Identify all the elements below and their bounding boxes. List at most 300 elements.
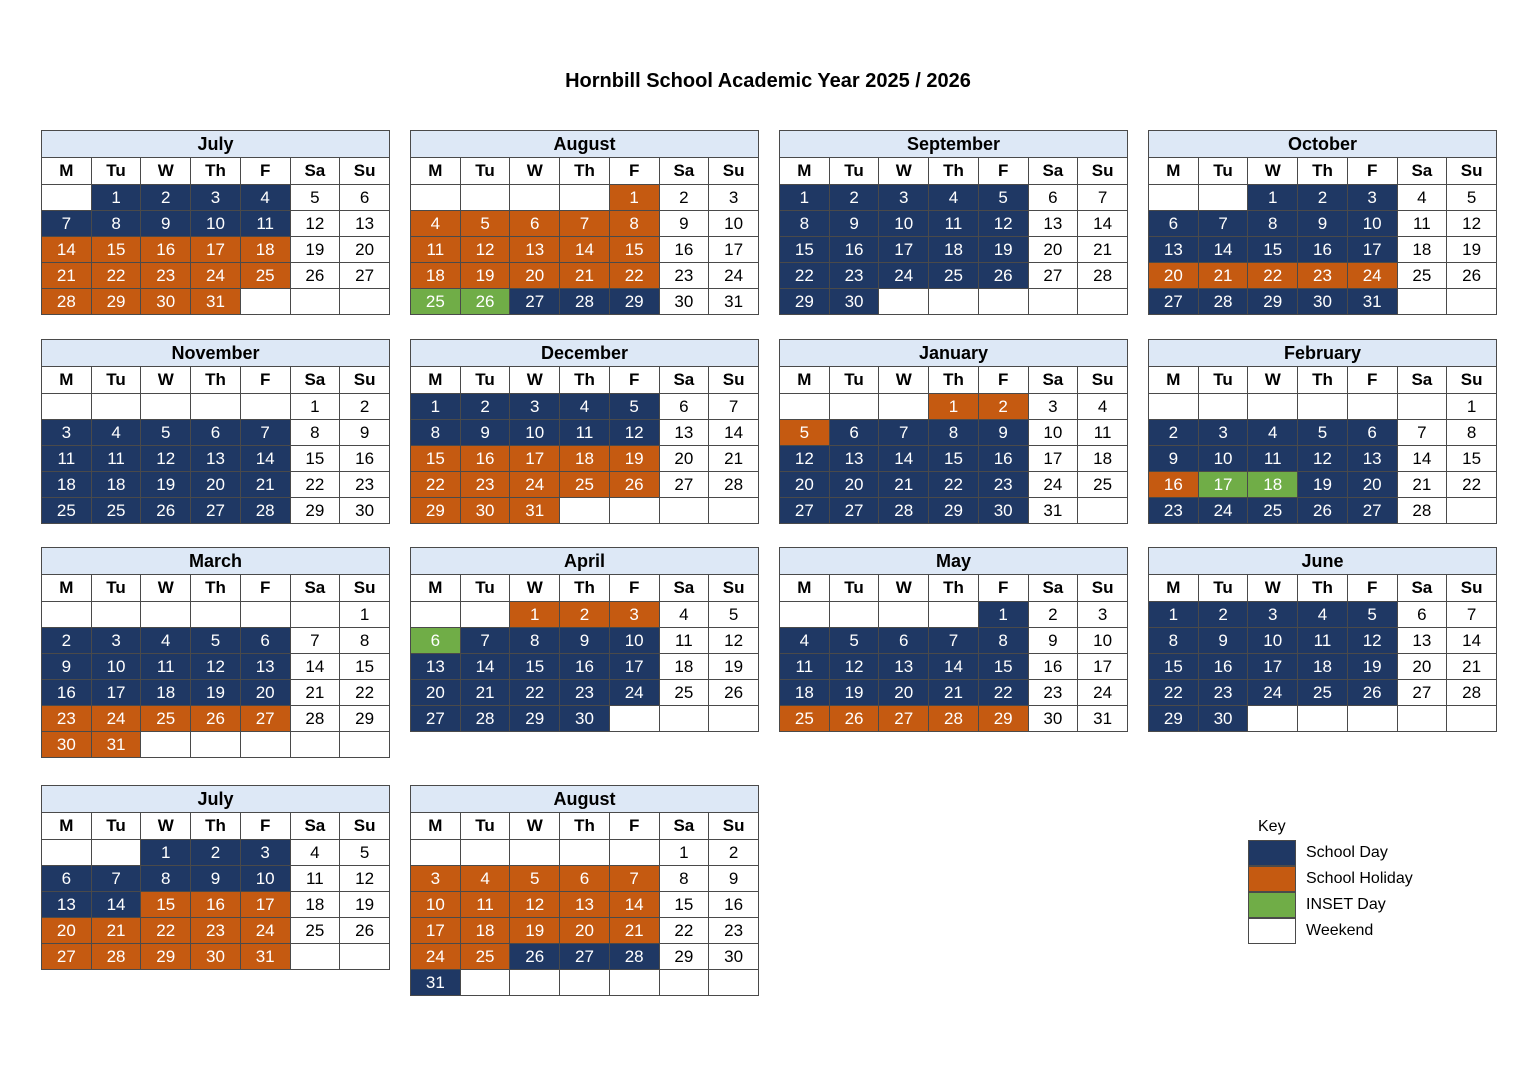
day-cell: 6 bbox=[879, 628, 929, 654]
weekday-header: Su bbox=[1078, 158, 1128, 185]
day-cell: 18 bbox=[659, 654, 709, 680]
day-cell: 11 bbox=[240, 211, 290, 237]
day-cell bbox=[460, 840, 510, 866]
day-cell: 1 bbox=[1248, 185, 1298, 211]
day-cell: 27 bbox=[1149, 289, 1199, 315]
day-cell: 23 bbox=[141, 263, 191, 289]
day-cell: 2 bbox=[191, 840, 241, 866]
day-cell: 16 bbox=[1198, 654, 1248, 680]
day-cell: 26 bbox=[609, 472, 659, 498]
weekday-header: Th bbox=[191, 367, 241, 394]
day-cell: 23 bbox=[340, 472, 390, 498]
day-cell: 15 bbox=[1447, 446, 1497, 472]
day-cell: 17 bbox=[709, 237, 759, 263]
day-cell: 25 bbox=[1078, 472, 1128, 498]
day-cell: 22 bbox=[510, 680, 560, 706]
day-cell: 28 bbox=[240, 498, 290, 524]
day-cell: 7 bbox=[42, 211, 92, 237]
week-row bbox=[780, 263, 1128, 289]
weekday-header: Th bbox=[1298, 367, 1348, 394]
day-cell: 3 bbox=[91, 628, 141, 654]
day-cell: 14 bbox=[1078, 211, 1128, 237]
day-cell: 2 bbox=[460, 394, 510, 420]
weekday-header: F bbox=[978, 575, 1028, 602]
weekday-header: Tu bbox=[829, 158, 879, 185]
week-row bbox=[411, 211, 759, 237]
day-cell: 6 bbox=[340, 185, 390, 211]
day-cell bbox=[42, 840, 92, 866]
day-cell bbox=[240, 394, 290, 420]
month-calendar bbox=[41, 339, 390, 524]
day-cell: 2 bbox=[1298, 185, 1348, 211]
day-cell bbox=[290, 289, 340, 315]
day-cell: 30 bbox=[1028, 706, 1078, 732]
month-table bbox=[41, 547, 390, 758]
day-cell: 11 bbox=[1397, 211, 1447, 237]
day-cell: 15 bbox=[780, 237, 830, 263]
month-table bbox=[410, 130, 759, 315]
day-cell: 19 bbox=[829, 680, 879, 706]
legend-item-school-day bbox=[1248, 840, 1488, 866]
day-cell bbox=[709, 498, 759, 524]
day-cell: 22 bbox=[659, 918, 709, 944]
weekday-header: Th bbox=[929, 367, 979, 394]
week-row bbox=[42, 602, 390, 628]
day-cell: 23 bbox=[191, 918, 241, 944]
day-cell: 20 bbox=[340, 237, 390, 263]
day-cell: 15 bbox=[91, 237, 141, 263]
week-row bbox=[1149, 602, 1497, 628]
weekday-header: F bbox=[978, 158, 1028, 185]
legend-swatch bbox=[1248, 840, 1296, 866]
day-cell: 20 bbox=[510, 263, 560, 289]
day-cell: 17 bbox=[1248, 654, 1298, 680]
day-cell: 29 bbox=[929, 498, 979, 524]
day-cell: 4 bbox=[411, 211, 461, 237]
month-name: August bbox=[411, 131, 759, 158]
month-calendar bbox=[410, 339, 759, 524]
day-cell: 15 bbox=[659, 892, 709, 918]
week-row bbox=[780, 237, 1128, 263]
day-cell bbox=[411, 840, 461, 866]
day-cell: 21 bbox=[929, 680, 979, 706]
day-cell: 20 bbox=[1028, 237, 1078, 263]
day-cell: 4 bbox=[1078, 394, 1128, 420]
day-cell: 1 bbox=[340, 602, 390, 628]
day-cell: 23 bbox=[1298, 263, 1348, 289]
day-cell: 11 bbox=[1248, 446, 1298, 472]
day-cell: 18 bbox=[780, 680, 830, 706]
day-cell: 16 bbox=[560, 654, 610, 680]
day-cell: 21 bbox=[1447, 654, 1497, 680]
day-cell: 28 bbox=[609, 944, 659, 970]
day-cell: 5 bbox=[1347, 602, 1397, 628]
day-cell: 21 bbox=[42, 263, 92, 289]
day-cell: 13 bbox=[1347, 446, 1397, 472]
day-cell: 6 bbox=[510, 211, 560, 237]
day-cell bbox=[1028, 289, 1078, 315]
day-cell: 14 bbox=[609, 892, 659, 918]
day-cell: 15 bbox=[1248, 237, 1298, 263]
day-cell bbox=[42, 394, 92, 420]
day-cell: 29 bbox=[780, 289, 830, 315]
week-row bbox=[42, 472, 390, 498]
day-cell: 23 bbox=[829, 263, 879, 289]
week-row bbox=[42, 680, 390, 706]
day-cell bbox=[1149, 185, 1199, 211]
day-cell: 17 bbox=[411, 918, 461, 944]
day-cell: 9 bbox=[191, 866, 241, 892]
day-cell: 31 bbox=[709, 289, 759, 315]
day-cell bbox=[1078, 498, 1128, 524]
day-cell: 3 bbox=[709, 185, 759, 211]
day-cell: 8 bbox=[1248, 211, 1298, 237]
day-cell: 31 bbox=[1028, 498, 1078, 524]
day-cell: 27 bbox=[340, 263, 390, 289]
day-cell: 13 bbox=[340, 211, 390, 237]
day-cell: 9 bbox=[1149, 446, 1199, 472]
day-cell bbox=[1397, 706, 1447, 732]
day-cell: 30 bbox=[191, 944, 241, 970]
day-cell: 4 bbox=[560, 394, 610, 420]
day-cell: 19 bbox=[510, 918, 560, 944]
day-cell: 8 bbox=[290, 420, 340, 446]
legend-label: Weekend bbox=[1306, 922, 1374, 939]
day-cell: 4 bbox=[1248, 420, 1298, 446]
day-cell: 15 bbox=[510, 654, 560, 680]
day-cell: 30 bbox=[1198, 706, 1248, 732]
week-row bbox=[1149, 185, 1497, 211]
weekday-header: Tu bbox=[829, 575, 879, 602]
day-cell: 26 bbox=[1347, 680, 1397, 706]
weekday-header: Sa bbox=[290, 575, 340, 602]
week-row bbox=[42, 732, 390, 758]
week-row bbox=[780, 446, 1128, 472]
weekday-header: M bbox=[411, 367, 461, 394]
month-name: January bbox=[780, 340, 1128, 367]
day-cell bbox=[709, 706, 759, 732]
day-cell: 10 bbox=[510, 420, 560, 446]
day-cell: 19 bbox=[1347, 654, 1397, 680]
week-row bbox=[1149, 446, 1497, 472]
weekday-header: M bbox=[411, 813, 461, 840]
day-cell bbox=[340, 944, 390, 970]
day-cell: 3 bbox=[1028, 394, 1078, 420]
week-row bbox=[411, 472, 759, 498]
day-cell: 13 bbox=[191, 446, 241, 472]
day-cell bbox=[240, 602, 290, 628]
weekday-header: M bbox=[42, 367, 92, 394]
day-cell: 19 bbox=[1447, 237, 1497, 263]
day-cell: 26 bbox=[510, 944, 560, 970]
day-cell: 28 bbox=[709, 472, 759, 498]
month-table bbox=[779, 130, 1128, 315]
week-row bbox=[411, 680, 759, 706]
month-table bbox=[410, 785, 759, 996]
day-cell: 26 bbox=[1298, 498, 1348, 524]
day-cell bbox=[978, 289, 1028, 315]
day-cell: 12 bbox=[510, 892, 560, 918]
weekday-header: Sa bbox=[1028, 575, 1078, 602]
week-row bbox=[1149, 706, 1497, 732]
day-cell bbox=[1298, 706, 1348, 732]
day-cell: 16 bbox=[659, 237, 709, 263]
day-cell: 3 bbox=[1347, 185, 1397, 211]
day-cell: 18 bbox=[460, 918, 510, 944]
day-cell: 1 bbox=[1447, 394, 1497, 420]
day-cell: 13 bbox=[411, 654, 461, 680]
day-cell: 7 bbox=[91, 866, 141, 892]
day-cell bbox=[1447, 706, 1497, 732]
day-cell: 26 bbox=[340, 918, 390, 944]
day-cell: 6 bbox=[1397, 602, 1447, 628]
weekday-header: Su bbox=[709, 575, 759, 602]
day-cell bbox=[1198, 394, 1248, 420]
day-cell: 7 bbox=[240, 420, 290, 446]
day-cell bbox=[560, 970, 610, 996]
day-cell: 19 bbox=[978, 237, 1028, 263]
weekday-header: Sa bbox=[290, 158, 340, 185]
day-cell: 5 bbox=[141, 420, 191, 446]
day-cell bbox=[340, 289, 390, 315]
day-cell: 11 bbox=[141, 654, 191, 680]
day-cell: 22 bbox=[411, 472, 461, 498]
day-cell: 2 bbox=[560, 602, 610, 628]
day-cell: 3 bbox=[609, 602, 659, 628]
month-name: May bbox=[780, 548, 1128, 575]
day-cell: 18 bbox=[240, 237, 290, 263]
page-title: Hornbill School Academic Year 2025 / 2026 bbox=[565, 70, 971, 92]
day-cell: 3 bbox=[1078, 602, 1128, 628]
day-cell: 7 bbox=[609, 866, 659, 892]
weekday-header: M bbox=[780, 575, 830, 602]
day-cell bbox=[929, 289, 979, 315]
day-cell: 3 bbox=[191, 185, 241, 211]
day-cell: 30 bbox=[659, 289, 709, 315]
day-cell: 6 bbox=[1347, 420, 1397, 446]
day-cell: 31 bbox=[91, 732, 141, 758]
week-row bbox=[42, 654, 390, 680]
day-cell bbox=[91, 394, 141, 420]
day-cell: 18 bbox=[1298, 654, 1348, 680]
weekday-header: Su bbox=[709, 158, 759, 185]
day-cell: 9 bbox=[42, 654, 92, 680]
day-cell: 19 bbox=[340, 892, 390, 918]
day-cell: 14 bbox=[560, 237, 610, 263]
day-cell: 25 bbox=[560, 472, 610, 498]
day-cell: 11 bbox=[929, 211, 979, 237]
day-cell: 13 bbox=[1149, 237, 1199, 263]
week-row bbox=[42, 866, 390, 892]
day-cell: 12 bbox=[978, 211, 1028, 237]
weekday-header: Th bbox=[191, 813, 241, 840]
month-calendar bbox=[410, 785, 759, 996]
day-cell bbox=[141, 602, 191, 628]
day-cell: 31 bbox=[240, 944, 290, 970]
day-cell: 4 bbox=[240, 185, 290, 211]
day-cell: 19 bbox=[609, 446, 659, 472]
weekday-header: Sa bbox=[290, 367, 340, 394]
day-cell: 15 bbox=[290, 446, 340, 472]
weekday-header: Th bbox=[191, 575, 241, 602]
day-cell: 18 bbox=[290, 892, 340, 918]
day-cell: 30 bbox=[141, 289, 191, 315]
day-cell: 23 bbox=[709, 918, 759, 944]
day-cell: 20 bbox=[191, 472, 241, 498]
day-cell bbox=[659, 970, 709, 996]
weekday-header: Su bbox=[1447, 367, 1497, 394]
day-cell: 15 bbox=[411, 446, 461, 472]
day-cell: 11 bbox=[780, 654, 830, 680]
legend-swatch bbox=[1248, 892, 1296, 918]
day-cell: 21 bbox=[1397, 472, 1447, 498]
day-cell: 31 bbox=[1347, 289, 1397, 315]
week-row bbox=[42, 840, 390, 866]
day-cell: 11 bbox=[1078, 420, 1128, 446]
weekday-header: Sa bbox=[1397, 158, 1447, 185]
weekday-header: Th bbox=[191, 158, 241, 185]
day-cell: 27 bbox=[560, 944, 610, 970]
legend-swatch bbox=[1248, 918, 1296, 944]
legend-item-weekend bbox=[1248, 918, 1488, 944]
week-row bbox=[411, 892, 759, 918]
weekday-header: F bbox=[1347, 158, 1397, 185]
day-cell: 9 bbox=[340, 420, 390, 446]
day-cell: 31 bbox=[191, 289, 241, 315]
weekday-header: W bbox=[879, 575, 929, 602]
day-cell: 20 bbox=[1149, 263, 1199, 289]
day-cell: 8 bbox=[929, 420, 979, 446]
month-name: February bbox=[1149, 340, 1497, 367]
weekday-header: F bbox=[609, 367, 659, 394]
day-cell: 14 bbox=[1198, 237, 1248, 263]
day-cell bbox=[191, 602, 241, 628]
day-cell: 27 bbox=[411, 706, 461, 732]
day-cell: 22 bbox=[978, 680, 1028, 706]
day-cell bbox=[191, 394, 241, 420]
day-cell: 26 bbox=[460, 289, 510, 315]
day-cell: 22 bbox=[91, 263, 141, 289]
day-cell: 25 bbox=[91, 498, 141, 524]
weekday-header: W bbox=[1248, 575, 1298, 602]
week-row bbox=[411, 840, 759, 866]
week-row bbox=[42, 706, 390, 732]
day-cell: 6 bbox=[1149, 211, 1199, 237]
day-cell: 17 bbox=[191, 237, 241, 263]
month-table bbox=[41, 339, 390, 524]
day-cell: 8 bbox=[340, 628, 390, 654]
weekday-header: F bbox=[240, 367, 290, 394]
legend-label: School Holiday bbox=[1306, 870, 1413, 887]
day-cell: 4 bbox=[460, 866, 510, 892]
day-cell: 25 bbox=[929, 263, 979, 289]
weekday-header: W bbox=[510, 158, 560, 185]
day-cell: 27 bbox=[510, 289, 560, 315]
week-row bbox=[42, 892, 390, 918]
day-cell: 16 bbox=[709, 892, 759, 918]
weekday-header: M bbox=[411, 158, 461, 185]
day-cell: 17 bbox=[609, 654, 659, 680]
day-cell: 26 bbox=[290, 263, 340, 289]
month-table bbox=[1148, 339, 1497, 524]
day-cell: 17 bbox=[91, 680, 141, 706]
day-cell: 9 bbox=[1028, 628, 1078, 654]
week-row bbox=[780, 289, 1128, 315]
day-cell bbox=[609, 706, 659, 732]
day-cell: 6 bbox=[42, 866, 92, 892]
weekday-header: W bbox=[141, 813, 191, 840]
day-cell: 1 bbox=[91, 185, 141, 211]
day-cell: 13 bbox=[560, 892, 610, 918]
day-cell: 24 bbox=[609, 680, 659, 706]
day-cell: 11 bbox=[560, 420, 610, 446]
day-cell: 12 bbox=[340, 866, 390, 892]
day-cell bbox=[411, 602, 461, 628]
day-cell bbox=[240, 732, 290, 758]
day-cell: 25 bbox=[141, 706, 191, 732]
day-cell: 25 bbox=[659, 680, 709, 706]
month-calendar bbox=[779, 339, 1128, 524]
week-row bbox=[411, 237, 759, 263]
weekday-header: Tu bbox=[91, 367, 141, 394]
day-cell: 5 bbox=[609, 394, 659, 420]
day-cell: 21 bbox=[460, 680, 510, 706]
day-cell: 16 bbox=[340, 446, 390, 472]
weekday-header: Su bbox=[709, 813, 759, 840]
day-cell: 17 bbox=[1078, 654, 1128, 680]
weekday-header: Th bbox=[560, 158, 610, 185]
day-cell: 21 bbox=[609, 918, 659, 944]
weekday-header: W bbox=[879, 367, 929, 394]
day-cell: 15 bbox=[929, 446, 979, 472]
month-table bbox=[1148, 547, 1497, 732]
week-row bbox=[780, 185, 1128, 211]
day-cell bbox=[879, 394, 929, 420]
day-cell: 30 bbox=[340, 498, 390, 524]
day-cell: 8 bbox=[659, 866, 709, 892]
week-row bbox=[42, 263, 390, 289]
weekday-header: F bbox=[609, 575, 659, 602]
day-cell bbox=[829, 602, 879, 628]
weekday-header: W bbox=[879, 158, 929, 185]
week-row bbox=[780, 211, 1128, 237]
day-cell: 1 bbox=[780, 185, 830, 211]
day-cell: 15 bbox=[340, 654, 390, 680]
legend-swatch bbox=[1248, 866, 1296, 892]
day-cell bbox=[91, 602, 141, 628]
week-row bbox=[411, 944, 759, 970]
day-cell: 28 bbox=[1078, 263, 1128, 289]
weekday-header: F bbox=[240, 158, 290, 185]
day-cell: 8 bbox=[978, 628, 1028, 654]
weekday-header: Sa bbox=[1397, 575, 1447, 602]
weekday-header: M bbox=[42, 158, 92, 185]
weekday-header: F bbox=[240, 813, 290, 840]
weekday-header: Tu bbox=[91, 575, 141, 602]
month-table bbox=[779, 547, 1128, 732]
week-row bbox=[1149, 472, 1497, 498]
week-row bbox=[780, 420, 1128, 446]
day-cell: 17 bbox=[879, 237, 929, 263]
day-cell bbox=[659, 706, 709, 732]
day-cell: 2 bbox=[1198, 602, 1248, 628]
day-cell bbox=[709, 970, 759, 996]
day-cell: 5 bbox=[978, 185, 1028, 211]
day-cell: 4 bbox=[141, 628, 191, 654]
day-cell: 2 bbox=[1028, 602, 1078, 628]
day-cell bbox=[1447, 289, 1497, 315]
day-cell: 13 bbox=[829, 446, 879, 472]
